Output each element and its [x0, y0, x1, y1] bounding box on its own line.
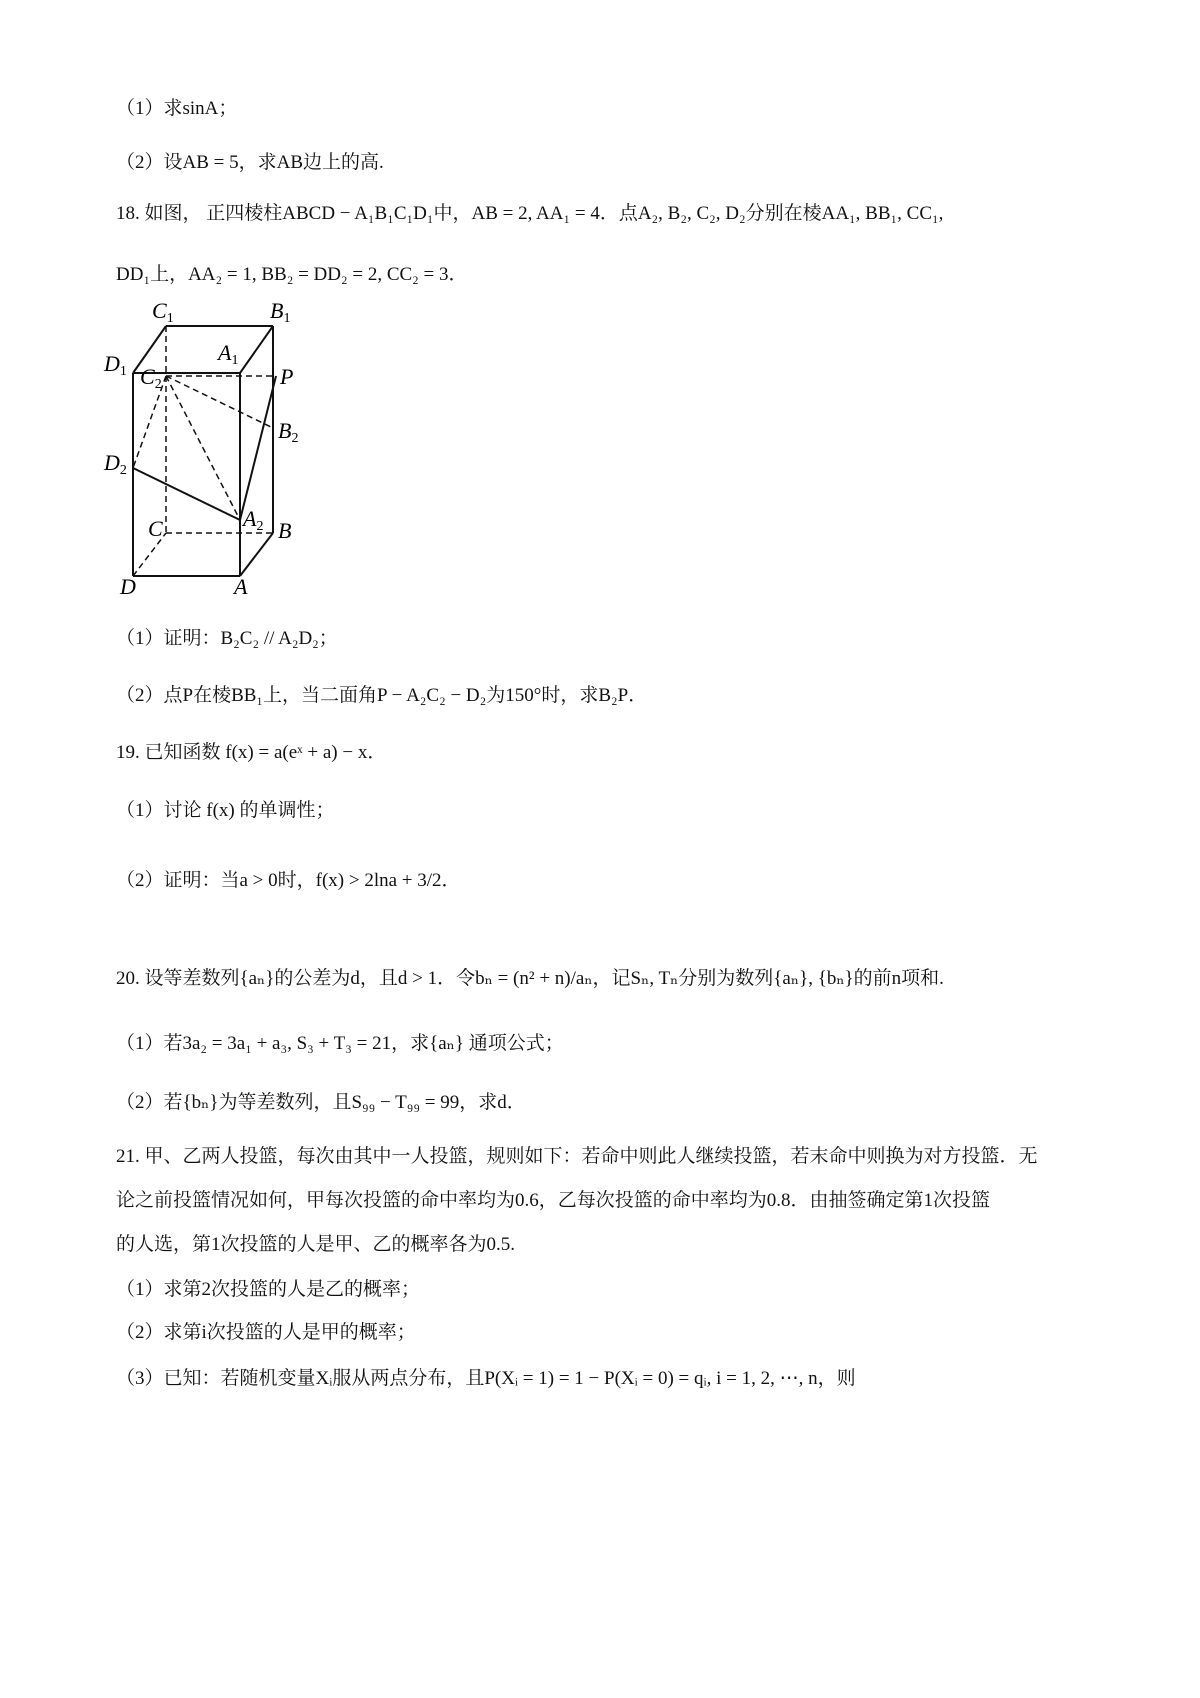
q20-stem: 20. 设等差数列{aₙ}的公差为d，且d > 1．令bₙ = (n² + n)/aₙ，记Sₙ, Tₙ分别为数列{aₙ}, {bₙ}的前n项和. [116, 968, 944, 989]
q21-stem-line3: 的人选，第1次投篮的人是甲、乙的概率各为0.5. [116, 1234, 516, 1255]
label-B2: B2 [278, 418, 299, 446]
q19-stem: 19. 已知函数 f(x) = a(eˣ + a) − x． [116, 742, 387, 763]
q19-part1: （1）讨论 f(x) 的单调性； [116, 800, 335, 821]
q19-part2: （2）证明：当a > 0时，f(x) > 2lna + 3/2． [116, 870, 461, 891]
q20-part2: （2）若{bₙ}为等差数列，且S₉₉ − T₉₉ = 99，求d． [116, 1092, 526, 1113]
q21-part1: （1）求第2次投篮的人是乙的概率； [116, 1279, 421, 1300]
q18-stem-line1: 18. 如图， 正四棱柱ABCD − A₁B₁C₁D₁中，AB = 2, AA₁ = 4．点A₂, B₂, C₂, D₂分别在棱AA₁, BB₁, CC₁, [116, 203, 944, 224]
label-D1: D1 [104, 351, 127, 379]
label-D: D [120, 574, 136, 599]
label-C: C [148, 516, 163, 541]
q20-part1: （1）若3a₂ = 3a₁ + a₃, S₃ + T₃ = 21，求{aₙ} 通项公式； [116, 1033, 564, 1054]
label-B: B [278, 518, 292, 543]
label-C1: C1 [152, 298, 174, 326]
q21-part3: （3）已知：若随机变量Xᵢ服从两点分布，且P(Xᵢ = 1) = 1 − P(Xᵢ = 0) = qᵢ, i = 1, 2, ⋯, n，则 [116, 1368, 856, 1389]
label-B1: B1 [270, 298, 291, 326]
q18-part1: （1）证明：B₂C₂ // A₂D₂； [116, 628, 338, 649]
q21-stem-line2: 论之前投篮情况如何，甲每次投篮的命中率均为0.6，乙每次投篮的命中率均为0.8．由抽签确定第1次投篮 [116, 1190, 991, 1211]
q18-stem-line2: DD₁上，AA₂ = 1, BB₂ = DD₂ = 2, CC₂ = 3． [116, 264, 468, 285]
label-D2: D2 [104, 450, 127, 478]
q21-stem-line1: 21. 甲、乙两人投篮，每次由其中一人投篮，规则如下：若命中则此人继续投篮，若末命中则换为对方投篮．无 [116, 1146, 1038, 1167]
q17-part1: （1）求sinA； [116, 98, 238, 119]
label-P: P [280, 364, 294, 389]
q21-part2: （2）求第i次投篮的人是甲的概率； [116, 1322, 416, 1343]
label-A: A [234, 574, 248, 599]
q18-part2: （2）点P在棱BB₁上，当二面角P − A₂C₂ − D₂为150°时，求B₂P． [116, 685, 648, 706]
prism-figure [100, 298, 340, 613]
q17-part2: （2）设AB = 5，求AB边上的高. [116, 152, 384, 173]
label-A2: A2 [243, 506, 264, 534]
label-C2: C2 [140, 364, 162, 392]
label-A1: A1 [218, 340, 239, 368]
